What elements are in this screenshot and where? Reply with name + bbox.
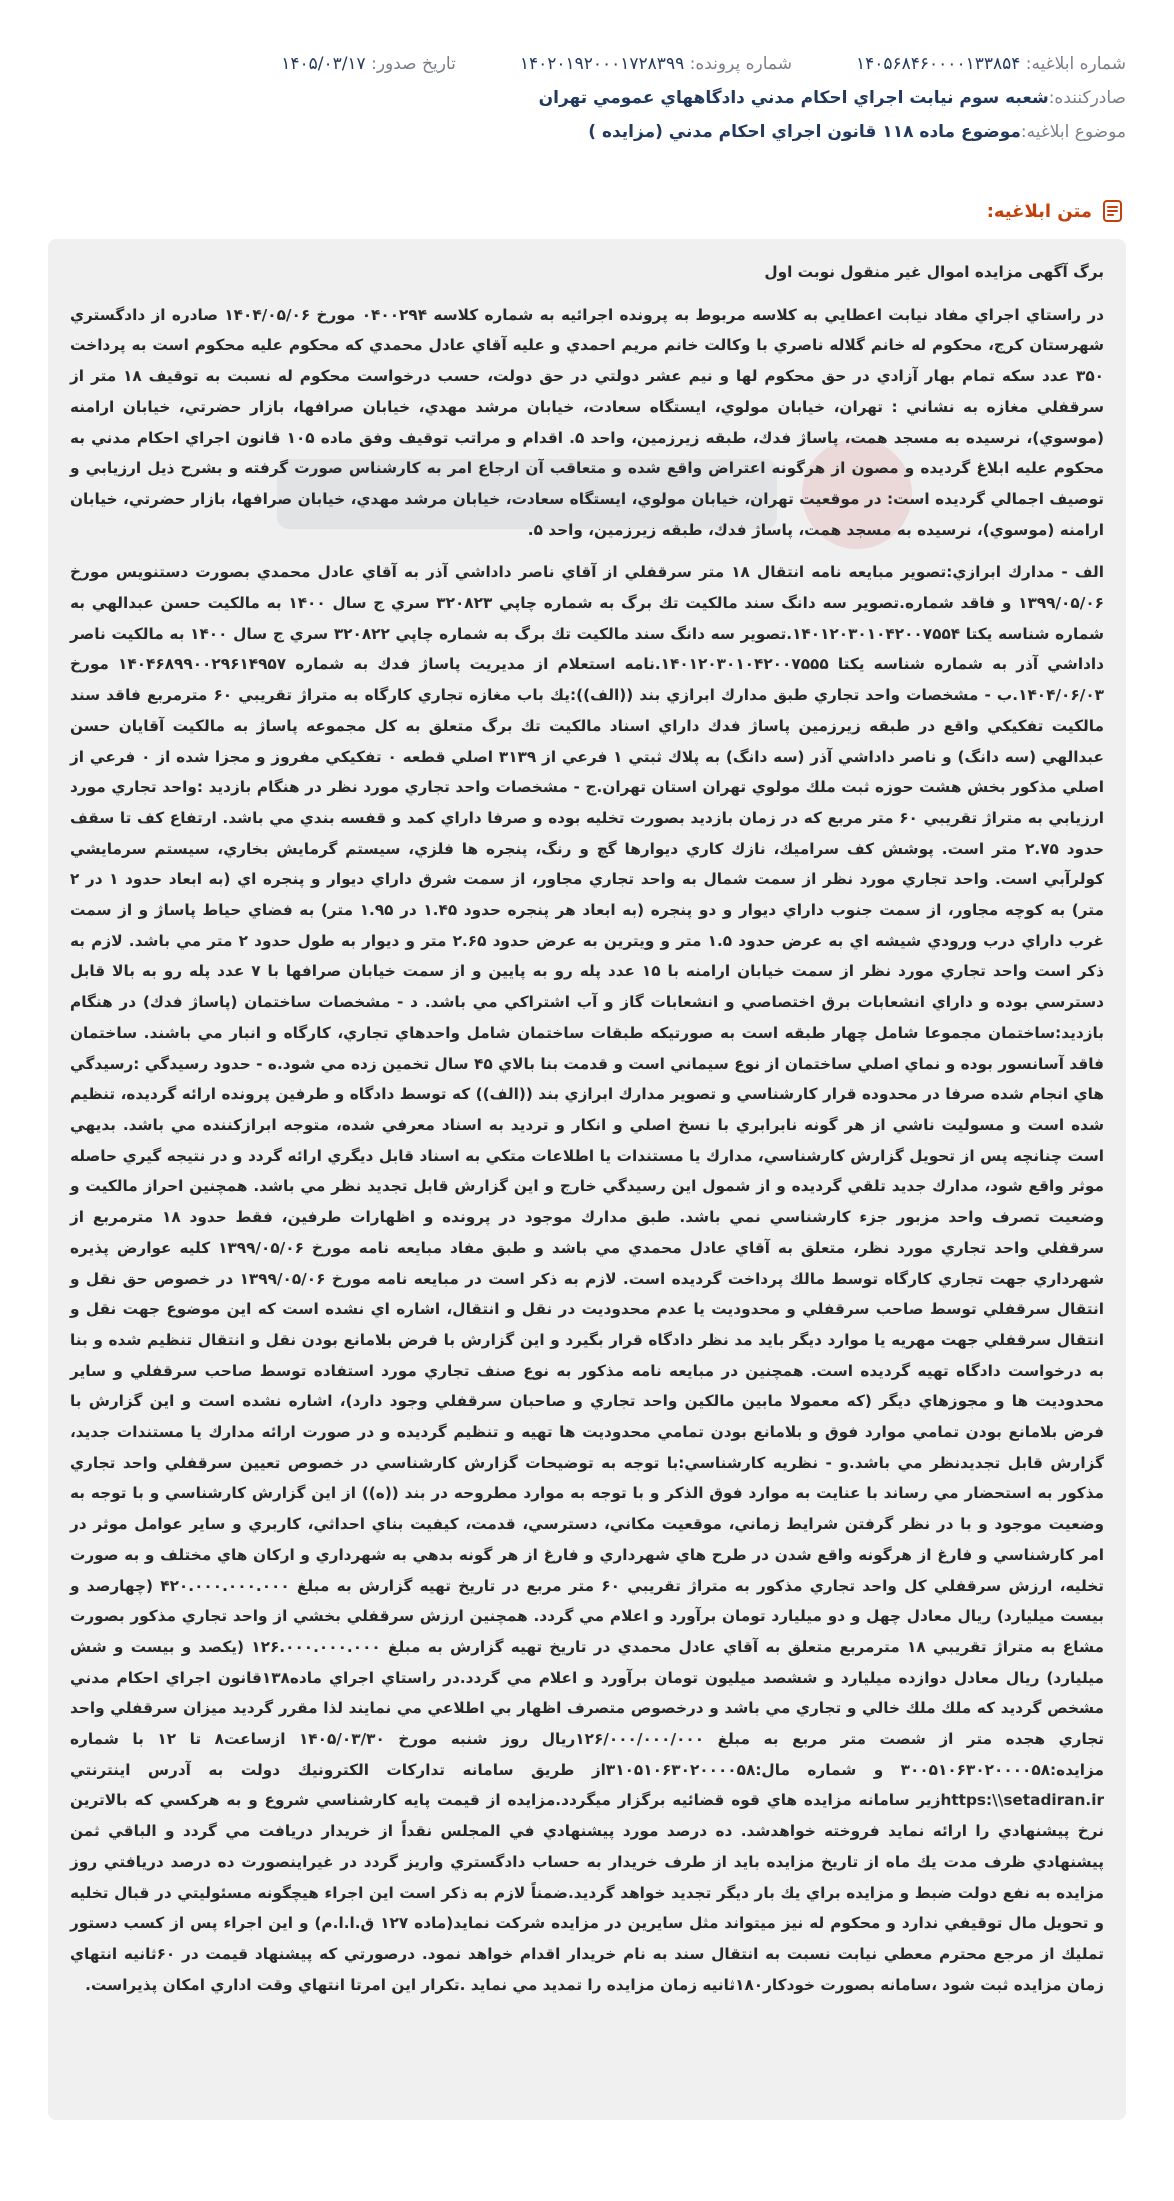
notice-text-title-label: متن ابلاغیه: [986, 200, 1092, 222]
metadata-row-subject [48, 120, 1126, 144]
notice-body-text [70, 257, 1104, 2000]
notice-metadata [48, 52, 1126, 154]
notice-number-value: ۱۴۰۵۶۸۴۶۰۰۰۰۱۳۳۸۵۴ [856, 54, 1021, 74]
notice-paragraph-1: در راستاي اجراي مفاد نيابت اعطايي به كلاسه مربوط به پرونده اجرائيه به شماره كلاسه ۰۴۰۰۲۹۴ مورخ ۱۴۰۴/۰۵/۰۶ صادره از دادگستري شهرستان كرج، محكوم له خانم گلاله ناصري با وكالت خانم مريم احمدي و عليه آقاي عادل محمدي كه محكوم عليه محكوم است به پرداخت ۳۵۰ عدد سكه تمام بهار آزادي در حق محكوم لها و نيم عشر دولتي در حق دولت، حسب درخواست محكوم له نسبت به توقيف ۱۸ متر از سرقفلي مغازه به نشاني : تهران، خيابان مولوي، ايستگاه سعادت، خيابان مرشد مهدي، خيابان صرافها، بازار حضرتي، خيابان ارامنه (موسوي)، نرسيده به مسجد همت، پاساژ فدك، طبقه زيرزمين، واحد ۵. اقدام و مراتب توقيف وفق ماده ۱۰۵ قانون اجراي احكام مدني به محكوم عليه ابلاغ گرديده و مصون از هرگونه اعتراض واقع شده و متعاقب آن ارجاع امر به كارشناس صورت گرفته و بشرح ذيل ارزيابي و توصيف اجمالي گرديده است: در موقعيت تهران، خيابان مولوي، ايستگاه سعادت، خيابان مرشد مهدي، خيابان صرافها، بازار حضرتي، خيابان ارامنه (موسوي)، نرسيده به مسجد همت، پاساژ فدك، طبقه زيرزمين، واحد ۵. [70, 305, 1104, 539]
notice-heading: برگ آگهی مزايده اموال غير منقول نوبت اول [764, 263, 1104, 281]
subject-value: موضوع ماده ۱۱۸ قانون اجراي احكام مدني (مزايده ) [588, 122, 1021, 142]
subject-label: موضوع ابلاغیه: [1020, 122, 1126, 142]
notice-number-label: شماره ابلاغیه: [1025, 54, 1126, 74]
issuer-value: شعبه سوم نيابت اجراي احكام مدني دادگاههاي عمومي تهران [538, 88, 1049, 108]
case-number-label: شماره پرونده: [689, 54, 792, 74]
notice-body-box [48, 239, 1126, 2120]
metadata-row-ids [48, 52, 1126, 76]
issue-date-label: تاریخ صدور: [371, 54, 456, 74]
issuer-label: صادرکننده: [1048, 88, 1126, 108]
case-number [520, 52, 792, 76]
notice-number [856, 52, 1126, 76]
document-icon [1100, 198, 1126, 224]
case-number-value: ۱۴۰۲۰۱۹۲۰۰۰۱۷۲۸۳۹۹ [519, 54, 685, 74]
issue-date [281, 52, 456, 76]
issue-date-value: ۱۴۰۵/۰۳/۱۷ [281, 54, 366, 74]
notice-paragraph-2: الف - مدارك ابرازي:تصوير مبايعه نامه انتقال ۱۸ متر سرقفلي از آقاي ناصر داداشي آذر به آقاي عادل محمدي بصورت دستنويس مورخ ۱۳۹۹/۰۵/۰۶ و فاقد شماره.تصوير سه دانگ سند مالكيت تك برگ به شماره چاپي ۳۲۰۸۲۳ سري ج سال ۱۴۰۰ به مالكيت حسن عبدالهي به شماره شناسه يكتا ۱۴۰۱۲۰۳۰۱۰۴۲۰۰۷۵۵۴.تصوير سه دانگ سند مالكيت تك برگ به شماره چاپي ۳۲۰۸۲۲ سري ج سال ۱۴۰۰ به مالكيت ناصر داداشي آذر به شماره شناسه يكتا ۱۴۰۱۲۰۳۰۱۰۴۲۰۰۷۵۵۵.نامه استعلام از مديريت پاساژ فدك به شماره ۱۴۰۴۶۸۹۹۰۰۲۹۶۱۴۹۵۷ مورخ ۱۴۰۴/۰۶/۰۳.ب - مشخصات واحد تجاري طبق مدارك ابرازي بند ((الف)):يك باب مغازه تجاري كارگاه به متراژ تقريبي ۶۰ مترمربع فاقد سند مالكيت تفكيكي واقع در طبقه زيرزمين پاساژ فدك داراي اسناد مالكيت تك برگ متعلق به كل مجموعه پاساژ به مالكيت آقايان حسن عبدالهي (سه دانگ) و ناصر داداشي آذر (سه دانگ) به پلاك ثبتي ۱ فرعي از ۳۱۳۹ اصلي قطعه ۰ تفكيكي مفروز و مجزا شده از ۰ فرعي از اصلي مذكور بخش هشت حوزه ثبت ملك مولوي تهران استان تهران.ج - مشخصات واحد تجاري مورد نظر در هنگام بازديد :واحد تجاري مورد ارزيابي به متراژ تقريبي ۶۰ متر مربع كه در زمان بازديد بصورت تخليه بوده و صرفا داراي كمد و قفسه بندي مي باشد. ارتفاع كف تا سقف حدود ۲.۷۵ متر است. پوشش كف سراميك، نازك كاري ديوارها گچ و رنگ، پنجره ها فلزي، سيستم گرمايش بخاري، سيستم سرمايشي كولرآبي است. واحد تجاري مورد نظر از سمت شمال به واحد تجاري مجاور، از سمت شرق داراي ديوار و پنجره اي (به ابعاد حدود ۱ در ۲ متر) به كوچه مجاور، از سمت جنوب داراي ديوار و دو پنجره (به ابعاد هر پنجره حدود ۱.۴۵ در ۱.۹۵ متر) به فضاي حياط پاساژ و از سمت غرب داراي درب ورودي شيشه اي به عرض حدود ۱.۵ متر و ويترين به عرض حدود ۲.۶۵ متر و ديوار به طول حدود ۲ متر مي باشد. لازم به ذكر است واحد تجاري مورد نظر از سمت خيابان ارامنه با ۱۵ عدد پله رو به پايين و از سمت خيابان صرافها با ۷ عدد پله رو به بالا قابل دسترسي بوده و داراي انشعابات برق اختصاصي و انشعابات گاز و آب اشتراكي مي باشد. د - مشخصات ساختمان (پاساژ فدك) در هنگام بازديد:ساختمان مجموعا شامل چهار طبقه است به صورتيكه طبقات ساختمان شامل واحدهاي تجاري، كارگاه و انبار مي باشند. ساختمان فاقد آسانسور بوده و نماي اصلي ساختمان از نوع سيماني است و قدمت بنا بالاي ۴۵ سال تخمين زده مي شود.ه - حدود رسيدگي :رسيدگي هاي انجام شده صرفا در محدوده قرار كارشناسي و تصوير مدارك ابرازي بند ((الف)) كه توسط دادگاه و طرفين پرونده ارائه گرديده، تنظيم شده است و مسوليت ناشي از هر گونه نابرابري با نسخ اصلي و انكار و ترديد به اسناد معرفي شده، متوجه ابرازكننده مي باشد. بديهي است چنانچه پس از تحويل گزارش كارشناسي، مدارك يا مستندات يا اطلاعات متكي به اسناد قابل ديگري ارائه گردد و در نتيجه گيري حاصله موثر واقع شود، مدارك جديد تلقي گرديده و از شمول اين رسيدگي خارج و اين گزارش قابل تجديد نظر مي باشد. همچنين احراز مالكيت و وضعيت تصرف واحد مزبور جزء كارشناسي نمي باشد. طبق مدارك موجود در پرونده و اظهارات طرفين، فقط حدود ۱۸ مترمربع از سرقفلي واحد تجاري مورد نظر، متعلق به آقاي عادل محمدي مي باشد و طبق مفاد مبايعه نامه مورخ ۱۳۹۹/۰۵/۰۶ كليه عوارض پذيره شهرداري جهت تجاري كارگاه توسط مالك پرداخت گرديده است. لازم به ذكر است در مبايعه نامه مورخ ۱۳۹۹/۰۵/۰۶ در خصوص حق نقل و انتقال سرقفلي توسط صاحب سرقفلي و محدوديت يا عدم محدوديت در نقل و انتقال، اشاره اي نشده است كه اين موضوع جهت نقل و انتقال سرقفلي جهت مهريه يا موارد ديگر بايد مد نظر دادگاه قرار بگيرد و اين گزارش با فرض بلامانع بودن نقل و انتقال تنظيم شده و بنا به درخواست دادگاه تهيه گرديده است. همچنين در مبايعه نامه مذكور به نوع صنف تجاري مورد استفاده توسط صاحب سرقفلي و ساير محدوديت ها و مجوزهاي ديگر (كه معمولا مابين مالكين واحد تجاري و صاحبان سرقفلي وجود دارد)، اشاره نشده است و اين گزارش با فرض بلامانع بودن تمامي موارد فوق و بلامانع بودن تمامي محدوديت ها تهيه و تنظيم گرديده و در صورت ارائه مدارك يا مستندات جديد، گزارش قابل تجديدنظر مي باشد.و - نظريه كارشناسي:با توجه به توضيحات گزارش كارشناسي در خصوص تعيين سرقفلي واحد تجاري مذكور به استحضار مي رساند با عنايت به موارد فوق الذكر و با توجه به موارد مطروحه در بند ((ه)) از اين گزارش كارشناسي و با توجه به وضعيت موجود و با در نظر گرفتن شرايط زماني، موقعيت مكاني، دسترسي، قدمت، كيفيت بناي احداثي، كاربري و ساير عوامل موثر در امر كارشناسي و فارغ از هرگونه واقع شدن در طرح هاي شهرداري و فارغ از هر گونه بدهي به شهرداري و اركان هاي مختلف و به صورت تخليه، ارزش سرقفلي كل واحد تجاري مذكور به متراژ تقريبي ۶۰ متر مربع در تاريخ تهيه گزارش به مبلغ ۴۲۰.۰۰۰.۰۰۰.۰۰۰ (چهارصد و بيست ميليارد) ريال معادل چهل و دو ميليارد تومان برآورد و اعلام مي گردد. همچنين ارزش سرقفلي بخشي از واحد تجاري مذكور بصورت مشاع به متراژ تقريبي ۱۸ مترمربع متعلق به آقاي عادل محمدي در تاريخ تهيه گزارش به مبلغ ۱۲۶.۰۰۰.۰۰۰.۰۰۰ (يكصد و بيست و شش ميليارد) ريال معادل دوازده ميليارد و ششصد ميليون تومان برآورد و اعلام مي گردد.در راستاي اجراي ماده۱۳۸قانون اجراي احكام مدني مشخص گرديد كه ملك ملك خالي و تجاري مي باشد و درخصوص متصرف اظهار بي اطلاعي مي نمايند لذا مقرر گرديد ميزان سرقفلي واحد تجاري هجده متر از شصت متر مربع به مبلغ ۱۲۶/۰۰۰/۰۰۰/۰۰۰ريال روز شنبه مورخ ۱۴۰۵/۰۳/۳۰ ازساعت۸ تا ۱۲ با شماره مزايده:۳۰۰۵۱۰۶۳۰۲۰۰۰۰۵۸ و شماره مال:۳۱۰۵۱۰۶۳۰۲۰۰۰۰۵۸از طريق سامانه تداركات الكترونيك دولت به آدرس اينترنتي https:\\setadiran.irزير سامانه مزايده هاي قوه قضائيه برگزار ميگردد.مزايده از قيمت پايه كارشناسي شروع و به هركسي كه بالاترين نرخ پيشنهادي را ارائه نمايد فروخته خواهدشد. ده درصد مورد پيشنهادي في المجلس نقداً از خريدار دريافت مي گردد و الباقي ثمن پيشنهادي ظرف مدت يك ماه از تاريخ مزايده بايد از طرف خريدار به حساب دادگستري واريز گردد در غيراينصورت ده درصد دريافتي روز مزايده به نفع دولت ضبط و مزايده براي يك بار ديگر تجديد خواهد گرديد.ضمناً لازم به ذكر است اين اجراء هيچگونه مسئوليتي در قبال تخليه و تحويل مال توقيفي ندارد و محكوم له نيز ميتواند مثل سايرين در مزايده شركت نمايد(ماده ۱۲۷ ق.ا.ا.م) و اين اجراء پس از كسب دستور تمليك از مرجع محترم معطي نيابت نسبت به انتقال سند به نام خريدار اقدام خواهد نمود. درصورتي كه پيشنهاد قيمت در ۶۰ثانيه انتهاي زمان مزايده ثبت شود ،سامانه بصورت خودكار۱۸۰ثانيه زمان مزايده را تمديد مي نمايد .تكرار اين امرتا انتهاي وقت اداري امكان پذيراست. [70, 563, 1105, 1994]
notice-text-title [987, 198, 1126, 224]
metadata-row-issuer [48, 86, 1126, 110]
